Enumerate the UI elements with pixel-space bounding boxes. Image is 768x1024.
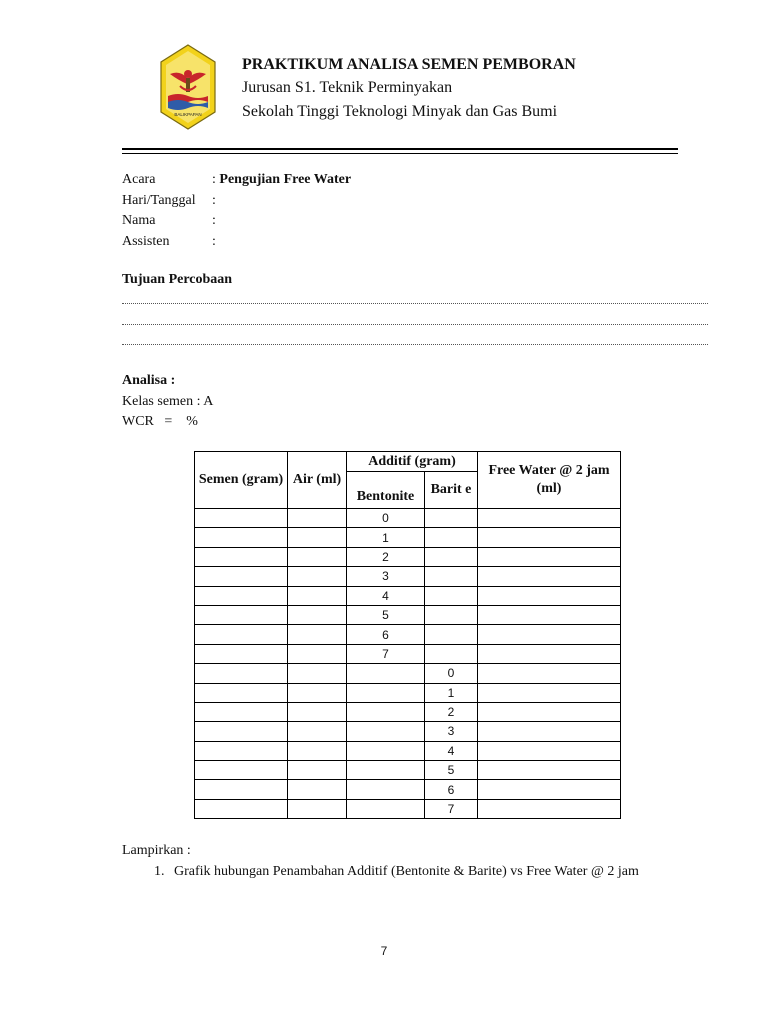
wcr-line: WCR = % [122, 414, 198, 429]
analisa-block [122, 371, 213, 433]
nama-label: Nama [122, 213, 156, 228]
info-row-acara [122, 170, 351, 191]
cell-free-water [478, 780, 621, 799]
cell-semen [195, 722, 288, 741]
cell-air [288, 547, 347, 566]
header-barite: Barit e [425, 472, 478, 509]
table-row [195, 586, 621, 605]
cell-bentonite [347, 799, 425, 818]
table-row [195, 702, 621, 721]
cell-semen [195, 664, 288, 683]
table-row [195, 605, 621, 624]
cell-bentonite: 0 [347, 509, 425, 528]
colon: : [212, 233, 216, 249]
table-row [195, 567, 621, 586]
cell-semen [195, 547, 288, 566]
cell-semen [195, 683, 288, 702]
cell-free-water [478, 567, 621, 586]
cell-barite [425, 625, 478, 644]
header-semen: Semen (gram) [195, 452, 288, 509]
analisa-heading: Analisa : [122, 373, 176, 388]
cell-barite: 3 [425, 722, 478, 741]
table-row [195, 509, 621, 528]
cell-barite: 2 [425, 702, 478, 721]
cell-free-water [478, 625, 621, 644]
header-rule [122, 148, 678, 150]
lampiran-item: 1. Grafik hubungan Penambahan Additif (Bentonite & Barite) vs Free Water @ 2 jam [168, 861, 639, 882]
cell-free-water [478, 644, 621, 663]
lampiran-heading: Lampirkan : [122, 843, 191, 858]
cell-barite [425, 509, 478, 528]
dotted-line [122, 324, 708, 325]
dotted-line [122, 344, 708, 345]
cell-barite: 6 [425, 780, 478, 799]
cell-free-water [478, 605, 621, 624]
header-additif: Additif (gram) [347, 452, 478, 472]
cell-air [288, 799, 347, 818]
lampiran-list [122, 861, 639, 882]
report-title: PRAKTIKUM ANALISA SEMEN PEMBORAN [242, 56, 576, 73]
cell-free-water [478, 799, 621, 818]
cell-barite [425, 605, 478, 624]
cell-barite [425, 586, 478, 605]
cell-barite: 5 [425, 761, 478, 780]
logo-text: BALIKPAPAN [174, 112, 202, 117]
cell-bentonite [347, 683, 425, 702]
cell-semen [195, 799, 288, 818]
cell-bentonite: 6 [347, 625, 425, 644]
cell-air [288, 586, 347, 605]
cell-free-water [478, 702, 621, 721]
cell-air [288, 780, 347, 799]
table-row [195, 625, 621, 644]
cell-bentonite [347, 780, 425, 799]
cell-bentonite [347, 741, 425, 760]
cell-air [288, 644, 347, 663]
cell-bentonite [347, 761, 425, 780]
cell-air [288, 761, 347, 780]
cell-free-water [478, 683, 621, 702]
free-water-table [194, 451, 621, 819]
cell-semen [195, 761, 288, 780]
cell-free-water [478, 761, 621, 780]
kelas-semen: Kelas semen : A [122, 393, 214, 409]
cell-free-water [478, 586, 621, 605]
header-bentonite: Bentonite [347, 472, 425, 509]
cell-air [288, 722, 347, 741]
cell-free-water [478, 722, 621, 741]
cell-air [288, 741, 347, 760]
cell-barite [425, 547, 478, 566]
cell-air [288, 683, 347, 702]
cell-barite: 7 [425, 799, 478, 818]
letterhead [242, 54, 576, 124]
cell-barite [425, 644, 478, 663]
cell-bentonite: 5 [347, 605, 425, 624]
cell-semen [195, 605, 288, 624]
cell-semen [195, 702, 288, 721]
cell-air [288, 567, 347, 586]
table-row [195, 799, 621, 818]
department-name: Jurusan S1. Teknik Perminyakan [242, 79, 453, 96]
table-row [195, 761, 621, 780]
cell-bentonite: 2 [347, 547, 425, 566]
cell-bentonite [347, 722, 425, 741]
dotted-line [122, 303, 708, 304]
table-row [195, 644, 621, 663]
cell-semen [195, 528, 288, 547]
table-row [195, 780, 621, 799]
hari-label: Hari/Tanggal [122, 192, 196, 208]
table-body [195, 509, 621, 819]
info-row-assisten [122, 232, 351, 253]
cell-air [288, 625, 347, 644]
assisten-label: Assisten [122, 233, 170, 249]
cell-free-water [478, 528, 621, 547]
cell-bentonite: 7 [347, 644, 425, 663]
cell-semen [195, 625, 288, 644]
cell-semen [195, 586, 288, 605]
table-row [195, 683, 621, 702]
colon: : [212, 213, 216, 228]
header-free-water: Free Water @ 2 jam (ml) [478, 452, 621, 509]
cell-bentonite: 3 [347, 567, 425, 586]
cell-bentonite: 4 [347, 586, 425, 605]
cell-semen [195, 509, 288, 528]
header-air: Air (ml) [288, 452, 347, 509]
cell-semen [195, 780, 288, 799]
info-row-nama [122, 211, 351, 232]
cell-semen [195, 567, 288, 586]
info-row-hari [122, 191, 351, 212]
acara-label: Acara [122, 172, 156, 187]
institution-name: Sekolah Tinggi Teknologi Minyak dan Gas Bumi [242, 103, 558, 120]
cell-semen [195, 644, 288, 663]
cell-free-water [478, 741, 621, 760]
cell-free-water [478, 664, 621, 683]
cell-free-water [478, 547, 621, 566]
colon: : [212, 192, 216, 208]
institution-logo [160, 44, 216, 130]
cell-barite: 4 [425, 741, 478, 760]
header-rule-thin [122, 153, 678, 154]
page-number: 7 [380, 944, 388, 958]
cell-air [288, 528, 347, 547]
lampiran-block [122, 840, 639, 882]
colon: : [212, 172, 216, 187]
cell-free-water [478, 509, 621, 528]
cell-air [288, 702, 347, 721]
cell-barite [425, 567, 478, 586]
cell-bentonite [347, 664, 425, 683]
table-row [195, 664, 621, 683]
cell-bentonite: 1 [347, 528, 425, 547]
cell-barite [425, 528, 478, 547]
cell-air [288, 664, 347, 683]
cell-semen [195, 741, 288, 760]
table-row [195, 528, 621, 547]
cell-air [288, 605, 347, 624]
tujuan-heading: Tujuan Percobaan [122, 272, 233, 287]
table-row [195, 722, 621, 741]
cell-barite: 1 [425, 683, 478, 702]
cell-bentonite [347, 702, 425, 721]
table-row [195, 547, 621, 566]
cell-barite: 0 [425, 664, 478, 683]
info-block [122, 170, 351, 252]
table-row [195, 741, 621, 760]
cell-air [288, 509, 347, 528]
acara-value: Pengujian Free Water [219, 172, 352, 187]
